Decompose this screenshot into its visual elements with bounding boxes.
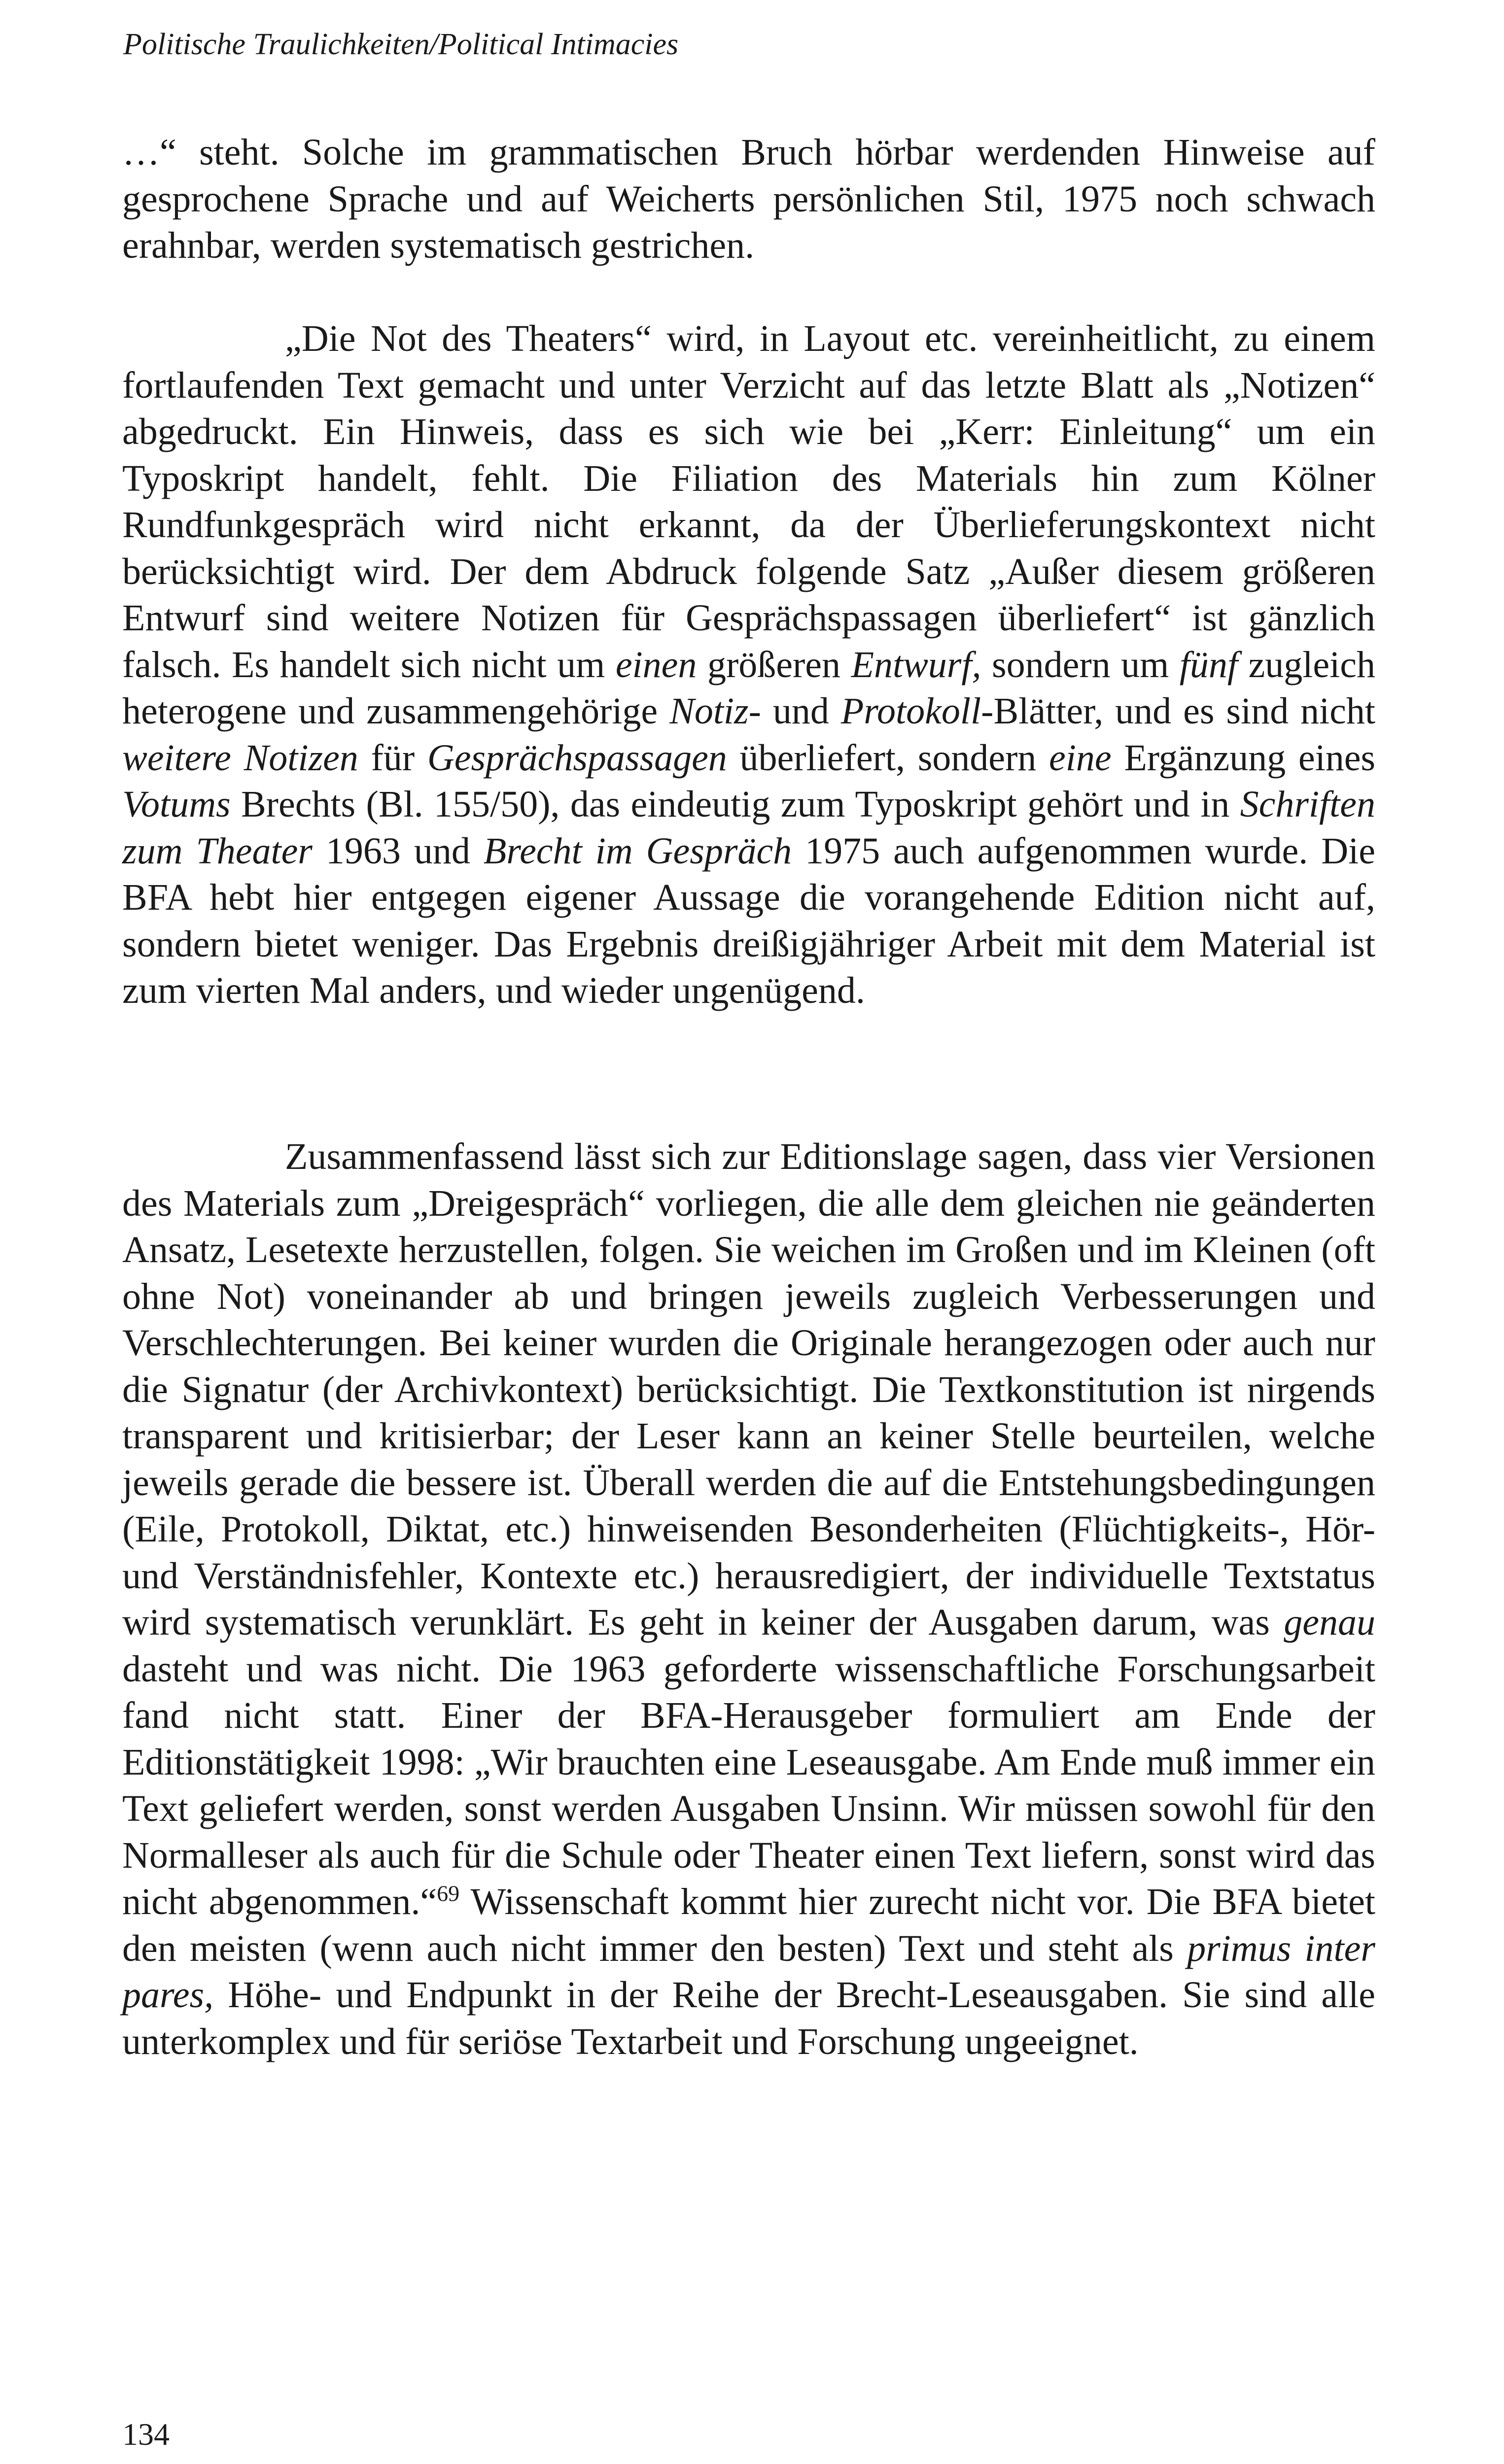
italic-run: Protokoll- [840, 690, 994, 732]
text-run: größeren [697, 644, 851, 685]
text-run: zugleich heterogene und zusammengehörige [122, 644, 1375, 732]
italic-run: Gesprächspassagen [427, 737, 727, 779]
italic-run: eine [1049, 737, 1112, 779]
italic-run: primus inter pares, [122, 1927, 1375, 2016]
text-run: überliefert, sondern [727, 737, 1049, 779]
paragraph-1-text: …“ steht. Solche im grammatischen Bruch hörbar werdenden Hinweise auf gesprochene Sprache und auf Weicherts persönlichen Stil, 1975 noch schwach erahnbar, werden systematisch gestrichen. [122, 132, 1375, 266]
paragraph-2 [122, 315, 1375, 1014]
paragraph-1 [122, 129, 1375, 269]
italic-run: Brecht im Gespräch [483, 830, 792, 872]
text-run: Blätter, und es sind nicht [993, 690, 1376, 732]
text-run: Brechts (Bl. 155/50), das eindeutig zum Typoskript gehört und in [230, 784, 1240, 825]
running-header: Politische Traulichkeiten/Political Intimacies [123, 28, 679, 61]
text-run: 1975 auch aufgenommen wurde. Die BFA hebt hier entgegen eigener Aussage die vorangehende Edition nicht auf, sondern bietet weniger. Das Ergebnis dreißigjähriger Arbeit mit dem Material ist zum vierten Mal anders, und wieder ungenügend. [122, 830, 1376, 1011]
text-run: Höhe- und Endpunkt in der Reihe der Brecht-Leseausgaben. Sie sind alle unterkomplex und für seriöse Textarbeit und Forschung ungeeignet. [122, 1974, 1375, 2062]
text-run: sondern um [981, 644, 1180, 685]
italic-run: Notiz- [669, 690, 761, 732]
text-run: Wissenschaft kommt hier zurecht nicht vor. Die BFA bietet den meisten (wenn auch nicht immer den besten) Text und steht als [122, 1881, 1375, 1969]
paragraph-3 [122, 1133, 1375, 2065]
text-run: Zusammenfassend lässt sich zur Editionslage sagen, dass vier Versionen des Materials zum „Dreigespräch“ vorliegen, die alle dem gleichen nie geänderten Ansatz, Lesetexte herzustellen, folgen. Sie weichen im Großen und im Kleinen (oft ohne Not) voneinander ab und bringen jeweils zugleich Verbesserungen und Verschlechterungen. Bei keiner wurden die Originale herangezogen oder auch nur die Signatur (der Archivkontext) berücksichtigt. Die Textkonstitution ist nirgends transparent und kritisierbar; der Leser kann an keiner Stelle beurteilen, welche jeweils gerade die bessere ist. Überall werden die auf die Entstehungsbedingungen (Eile, Protokoll, Diktat, etc.) hinweisenden Besonderheiten (Flüchtigkeits-, Hör- und Verständnisfehler, Kontexte etc.) herausredigiert, der individuelle Textstatus wird systematisch verunklärt. Es geht in keiner der Ausgaben darum, was [122, 1136, 1375, 1643]
italic-run: Schriften zum Theater [122, 784, 1375, 872]
footnote-reference-69[interactable]: 69 [437, 1881, 460, 1906]
italic-run: fünf [1179, 644, 1238, 685]
italic-run: genau [1284, 1602, 1375, 1643]
text-run: „Die Not des Theaters“ wird, in Layout etc. vereinheitlicht, zu einem fortlaufenden Text gemacht und unter Verzicht auf das letzte Blatt als „Notizen“ abgedruckt. Ein Hinweis, dass es sich wie bei „Kerr: Einleitung“ um ein Typoskript handelt, fehlt. Die Filiation des Materials hin zum Kölner Rundfunkgespräch wird nicht erkannt, da der Überlieferungskontext nicht berücksichtigt wird. Der dem Abdruck folgende Satz „Außer diesem größeren Entwurf sind weitere Notizen für Gesprächspassagen überliefert“ ist gänzlich falsch. Es handelt sich nicht um [122, 318, 1375, 685]
italic-run: einen [615, 644, 697, 685]
text-run: dasteht und was nicht. Die 1963 geforderte wissenschaftliche Forschungsarbeit fand nicht statt. Einer der BFA-Herausgeber formuliert am Ende der Editionstätigkeit 1998: „Wir brauchten eine Leseausgabe. Am Ende muß immer ein Text geliefert werden, sonst werden Ausgaben Unsinn. Wir müssen sowohl für den Normalleser als auch für die Schule oder Theater einen Text liefern, sonst wird das nicht abgenommen.“ [122, 1648, 1375, 1922]
text-run: Ergänzung eines [1111, 737, 1375, 779]
text-run: und [761, 690, 841, 732]
italic-run: Entwurf, [851, 644, 981, 685]
page-number: 134 [122, 2417, 170, 2452]
italic-run: weitere Notizen [122, 737, 358, 779]
text-run: für [358, 737, 427, 779]
italic-run: Votums [122, 784, 231, 825]
text-run: 1963 und [312, 830, 484, 872]
